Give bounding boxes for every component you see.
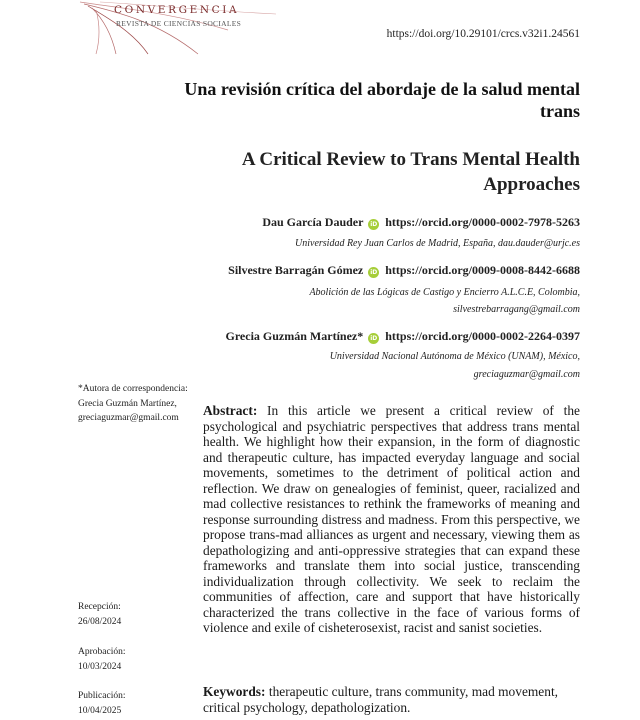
date-value: 10/04/2025 [78, 706, 122, 716]
journal-subtitle: REVISTA DE CIENCIAS SOCIALES [116, 19, 242, 28]
author-3-affiliation-line1: Universidad Nacional Autónoma de México (UNAM), México, [329, 351, 580, 362]
author-1-affiliation: Universidad Rey Juan Carlos de Madrid, España, dau.dauder@urjc.es [295, 238, 580, 249]
correspondence-label: *Autora de correspondencia: [78, 384, 188, 394]
title-spanish: Una revisión crítica del abordaje de la salud mental trans [184, 79, 580, 121]
author-orcid-link[interactable]: https://orcid.org/0000-0002-2264-0397 [385, 329, 580, 343]
date-value: 26/08/2024 [78, 617, 122, 627]
correspondence-note [78, 382, 196, 426]
author-2-affiliation-line1: Abolición de las Lógicas de Castigo y Encierro A.L.C.E, Colombia, [309, 287, 580, 298]
date-published [78, 689, 188, 719]
author-name: Silvestre Barragán Gómez [228, 263, 364, 277]
author-name: Grecia Guzmán Martínez* [225, 329, 364, 343]
abstract [203, 403, 580, 636]
doi-link[interactable]: https://doi.org/10.29101/crcs.v32i1.24561 [386, 28, 580, 40]
abstract-text: In this article we present a critical review of the psychological and psychiatric perspectives that address trans mental health. We highlight how their expansion, in the form of diagnostic and therapeutic culture, has impacted everyday language and social movements, sometimes to the detriment of political action and reflection. We draw on genealogies of feminist, queer, racialized and mad collective resistances to rethink the frameworks of meaning and response surrounding distress and madness. From this perspective, we propose trans-mad alliances as urgent and necessary, viewing them as depathologizing and anti-oppressive strategies that can expand these frameworks and translate them into social justice, transcending individualization through collectivity. We seek to reclaim the communities of affection, care and support that have historically characterized the trans collective in the face of various forms of violence and exile of cisheterosexist, racist and sanist societies. [203, 403, 580, 635]
title-english: A Critical Review to Trans Mental Health Approaches [241, 149, 580, 195]
orcid-icon: iD [370, 335, 378, 342]
correspondence-email: greciaguzmar@gmail.com [78, 413, 179, 423]
author-2-affiliation-line2: silvestrebarragang@gmail.com [453, 304, 580, 315]
date-received [78, 600, 188, 630]
orcid-icon: iD [370, 269, 378, 276]
date-value: 10/03/2024 [78, 662, 122, 672]
keywords-text: therapeutic culture, trans community, mad movement, critical psychology, depathologization. [203, 684, 559, 715]
date-label: Recepción: [78, 602, 121, 612]
date-label: Aprobación: [78, 647, 126, 657]
author-1 [262, 215, 580, 230]
author-orcid-link[interactable]: https://orcid.org/0009-0008-8442-6688 [385, 263, 580, 277]
author-name: Dau García Dauder [262, 215, 364, 229]
orcid-icon: iD [370, 221, 378, 228]
keywords [203, 684, 580, 715]
author-orcid-link[interactable]: https://orcid.org/0000-0002-7978-5263 [385, 215, 580, 229]
author-3 [225, 329, 580, 344]
date-label: Publicación: [78, 691, 126, 701]
abstract-label: Abstract: [203, 403, 258, 418]
correspondence-name: Grecia Guzmán Martínez, [78, 398, 177, 409]
date-approved [78, 645, 188, 675]
author-3-affiliation-line2: greciaguzmar@gmail.com [473, 369, 580, 380]
journal-logo [78, 0, 278, 56]
author-2 [228, 263, 580, 278]
keywords-label: Keywords: [203, 684, 266, 699]
journal-name: CONVERGENCIA [114, 4, 240, 16]
